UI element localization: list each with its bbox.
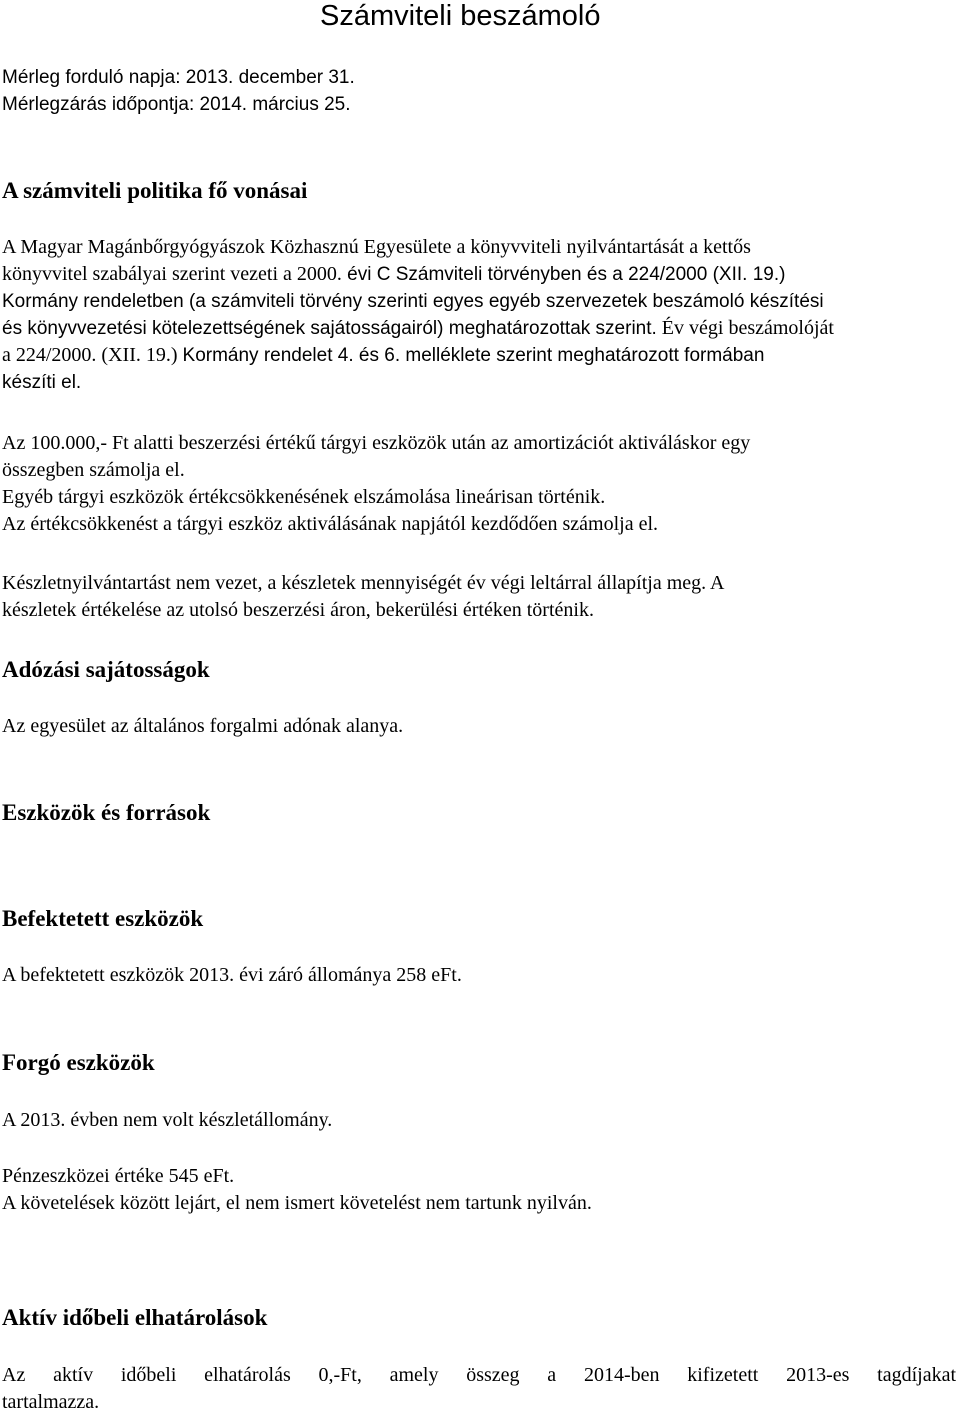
text-line: összegben számolja el. — [2, 459, 185, 481]
text-line: készletek értékelése az utolsó beszerzési áron, bekerülési értéken történik. — [2, 599, 594, 621]
paragraph-inventory — [2, 570, 956, 624]
heading-tax: Adózási sajátosságok — [2, 657, 210, 682]
text-line: Kormány rendeletben (a számviteli törvény szerinti egyes egyéb szervezetek beszámoló készítési — [2, 291, 824, 312]
heading-assets-sources: Eszközök és források — [2, 800, 211, 825]
text-line: Készletnyilvántartást nem vezet, a készletek mennyiségét év végi leltárral állapítja meg. A — [2, 572, 725, 594]
document-title: Számviteli beszámoló — [320, 0, 601, 32]
paragraph-accruals — [2, 1362, 956, 1416]
text-line: a 224/2000. (XII. 19.) Kormány rendelet 4. és 6. melléklete szerint meghatározott formában — [2, 344, 765, 366]
paragraph-invested-assets: A befektetett eszközök 2013. évi záró állománya 258 eFt. — [2, 964, 462, 986]
heading-current-assets: Forgó eszközök — [2, 1050, 155, 1075]
heading-accruals: Aktív időbeli elhatárolások — [2, 1305, 268, 1330]
heading-accounting-policy: A számviteli politika fő vonásai — [2, 178, 308, 203]
text-line: könyvvitel szabályai szerint vezeti a 2000. évi C Számviteli törvényben és a 224/2000 (XII. 19.) — [2, 263, 786, 285]
text-line: készíti el. — [2, 372, 82, 393]
text-line: tartalmazza. — [2, 1391, 100, 1413]
balance-date: Mérleg forduló napja: 2013. december 31. — [2, 67, 355, 88]
paragraph-no-inventory: A 2013. évben nem volt készletállomány. — [2, 1109, 333, 1131]
paragraph-receivables: A követelések között lejárt, el nem ismert követelést nem tartunk nyilván. — [2, 1192, 592, 1214]
paragraph-depreciation — [2, 430, 956, 538]
text-line-justified: Az aktív időbeli elhatárolás 0,-Ft, amely összeg a 2014-ben kifizetett 2013-es tagdíjakat — [2, 1364, 956, 1386]
text-line: A Magyar Magánbőrgyógyászok Közhasznú Egyesülete a könyvviteli nyilvántartását a kettős — [2, 236, 751, 258]
closing-date: Mérlegzárás időpontja: 2014. március 25. — [2, 94, 351, 115]
paragraph-cash: Pénzeszközei értéke 545 eFt. — [2, 1165, 235, 1187]
paragraph-accounting-policy — [2, 234, 956, 396]
text-line: Egyéb tárgyi eszközök értékcsökkenésének elszámolása lineárisan történik. — [2, 486, 606, 508]
heading-invested-assets: Befektetett eszközök — [2, 906, 204, 931]
text-line: és könyvvezetési kötelezettségének sajátosságairól) meghatározottak szerint. Év végi beszámolóját — [2, 317, 834, 339]
text-line: Az értékcsökkenést a tárgyi eszköz aktiválásának napjától kezdődően számolja el. — [2, 513, 659, 535]
text-line: Az 100.000,- Ft alatti beszerzési értékű tárgyi eszközök után az amortizációt aktiváláskor egy — [2, 432, 751, 454]
paragraph-tax: Az egyesület az általános forgalmi adónak alanya. — [2, 715, 404, 737]
